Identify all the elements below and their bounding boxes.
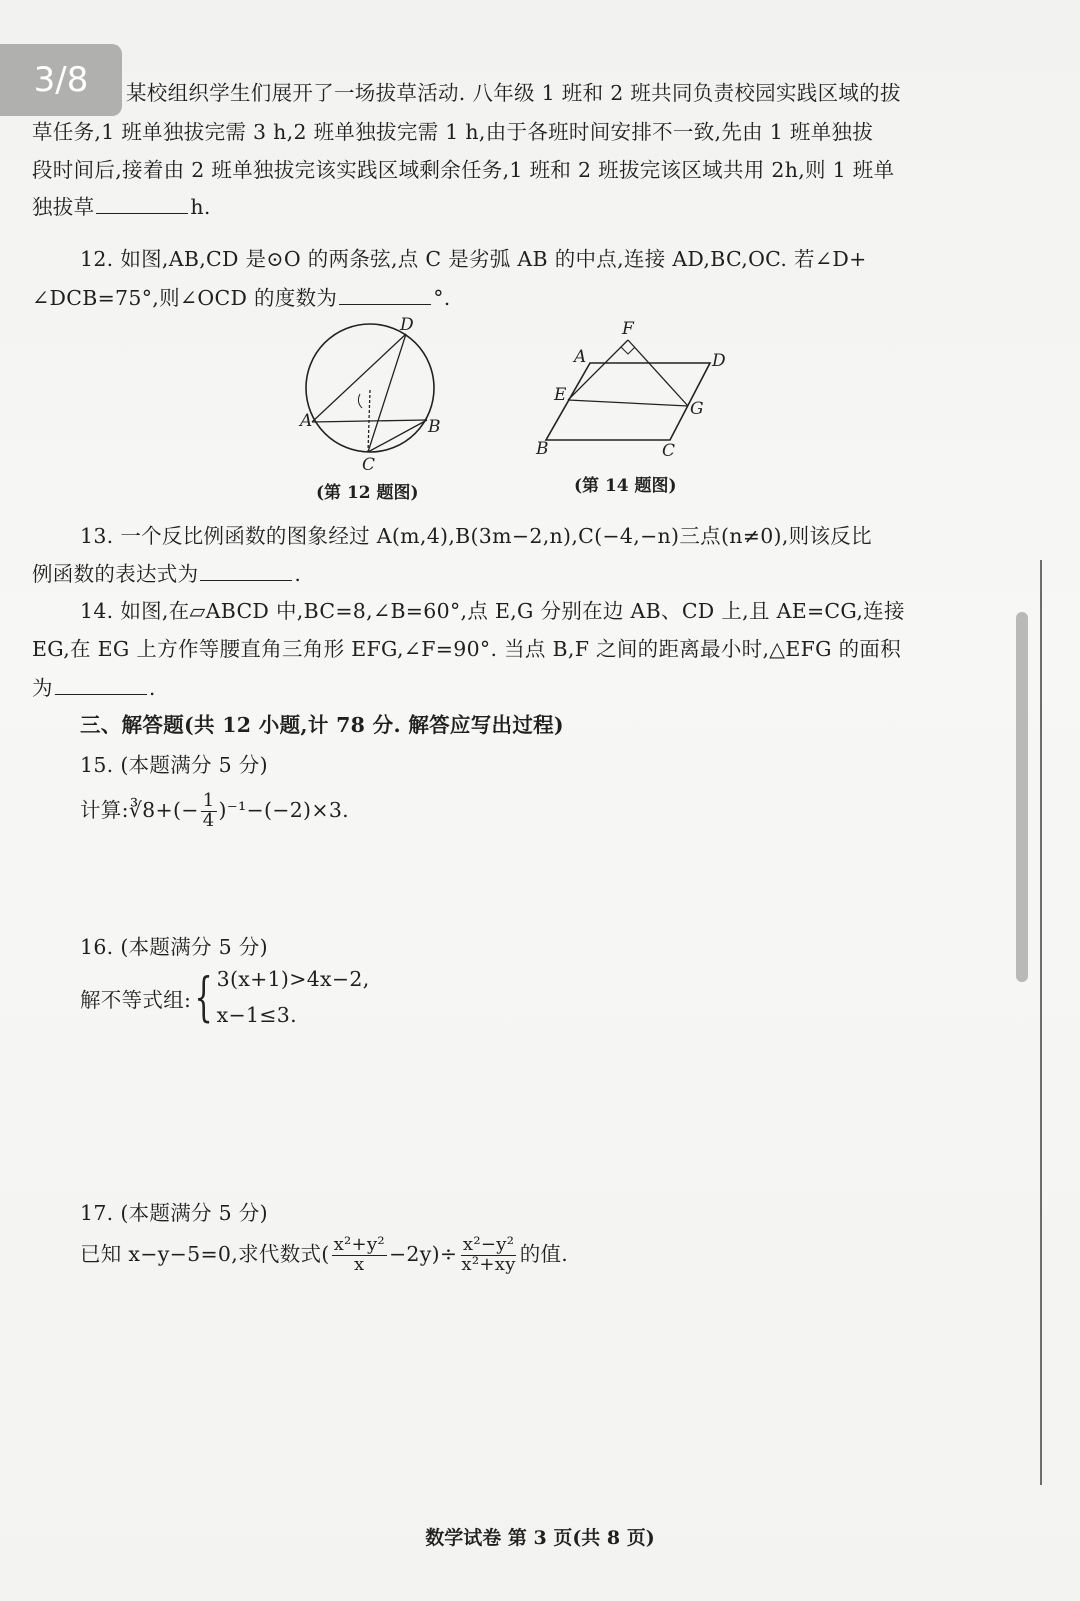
- page-footer: 数学试卷 第 3 页(共 8 页): [425, 1527, 655, 1549]
- q11-line4: [32, 190, 211, 220]
- scrollbar-thumb[interactable]: [1016, 612, 1028, 982]
- q15-expression: [80, 792, 349, 831]
- q12-line2-pre: ∠DCB=75°,则∠OCD 的度数为: [32, 286, 338, 310]
- page-indicator-badge: [0, 44, 122, 116]
- q17-post: 的值.: [519, 1241, 569, 1266]
- q13-line2-pre: 例函数的表达式为: [32, 562, 199, 586]
- q14-label-g: G: [690, 399, 704, 419]
- q17-fraction2: [459, 1236, 517, 1275]
- q14-label-a: A: [574, 347, 587, 367]
- q11-line1: 某校组织学生们展开了一场拔草活动. 八年级 1 班和 2 班共同负责校园实践区域的拔: [126, 81, 901, 105]
- q14-segment-eg: [568, 400, 688, 406]
- q13-line2: [32, 557, 301, 587]
- q14-line1: 14. 如图,在▱ABCD 中,BC=8,∠B=60°,点 E,G 分别在边 AB、CD 上,且 AE=CG,连接: [80, 599, 905, 623]
- q16-inequalities: [217, 962, 370, 1034]
- q17-mid: −2y)÷: [388, 1241, 458, 1266]
- q14-label-d: D: [712, 351, 726, 371]
- q16-brace: {: [194, 967, 214, 1028]
- q16-header: 16. (本题满分 5 分): [80, 935, 268, 959]
- paper-edge-line: [1040, 560, 1042, 1485]
- q12-figure-caption: (第 12 题图): [316, 483, 419, 503]
- q14-label-e: E: [554, 385, 567, 405]
- q14-label-f: F: [622, 319, 634, 339]
- section3-title: 三、解答题(共 12 小题,计 78 分. 解答应写出过程): [80, 713, 564, 737]
- q12-label-d: D: [400, 315, 414, 335]
- q12-angle-mark: [358, 394, 362, 408]
- q14-line2: EG,在 EG 上方作等腰直角三角形 EFG,∠F=90°. 当点 B,F 之间的距离最小时,△EFG 的面积: [32, 637, 902, 661]
- q16-ineq1: 3(x+1)>4x−2,: [216, 967, 370, 991]
- q14-figure-caption: (第 14 题图): [574, 476, 677, 496]
- q12-line2: [32, 281, 451, 311]
- q14-right-angle-mark: [621, 347, 635, 354]
- q12-label-b: B: [428, 417, 441, 437]
- q17-frac1-den: x: [354, 1253, 365, 1275]
- q13-answer-blank: [200, 579, 292, 581]
- q11-answer-blank: [96, 212, 188, 214]
- q17-frac2-den: x²+xy: [461, 1253, 516, 1275]
- q12-line2-post: °.: [433, 286, 451, 310]
- q16-pre: 解不等式组:: [80, 987, 192, 1012]
- q17-frac2-num: x²−y²: [462, 1234, 515, 1255]
- q14-parallelogram-figure: [530, 318, 740, 468]
- q14-line3-post: .: [148, 676, 156, 700]
- q11-line3: 段时间后,接着由 2 班单独拔完该实践区域剩余任务,1 班和 2 班拔完该区域共用 2h,则 1 班单: [32, 158, 895, 182]
- q17-pre: 已知 x−y−5=0,求代数式(: [80, 1241, 330, 1266]
- q15-post: )⁻¹−(−2)×3.: [218, 797, 349, 822]
- q11-line4-pre: 独拔草: [32, 195, 95, 219]
- q14-label-b: B: [536, 439, 549, 459]
- q12-circle: [306, 324, 434, 452]
- q15-frac-den: 4: [202, 809, 215, 831]
- q15-fraction: [201, 792, 217, 831]
- q15-pre: 计算:∛8+(−: [80, 797, 199, 822]
- q11-line2: 草任务,1 班单独拔完需 3 h,2 班单独拔完需 1 h,由于各班时间安排不一致,先由 1 班单独拔: [32, 120, 874, 144]
- q16-ineq2: x−1≤3.: [216, 1002, 297, 1027]
- q12-answer-blank: [339, 303, 431, 305]
- q11-line4-post: h.: [190, 195, 211, 219]
- q12-label-c: C: [362, 455, 376, 472]
- q13-line2-post: .: [294, 562, 302, 586]
- q17-header: 17. (本题满分 5 分): [80, 1201, 268, 1225]
- q14-parallelogram-abcd: [546, 363, 710, 440]
- q17-fraction1: [332, 1236, 387, 1275]
- q14-label-c: C: [662, 441, 676, 461]
- q14-segment-fg: [628, 340, 688, 406]
- q12-line1: 12. 如图,AB,CD 是⊙O 的两条弦,点 C 是劣弧 AB 的中点,连接 AD,BC,OC. 若∠D+: [80, 247, 867, 271]
- q15-frac-num: 1: [202, 790, 215, 811]
- q14-line3-pre: 为: [32, 676, 53, 700]
- page-indicator-text: 3/8: [33, 60, 89, 100]
- q13-line1: 13. 一个反比例函数的图象经过 A(m,4),B(3m−2,n),C(−4,−n)三点(n≠0),则该反比: [80, 524, 872, 548]
- q14-line3: [32, 671, 156, 701]
- q16-system: [80, 962, 370, 1034]
- q12-circle-figure: [290, 312, 460, 472]
- q15-header: 15. (本题满分 5 分): [80, 753, 268, 777]
- q14-answer-blank: [55, 693, 147, 695]
- q17-expression: [80, 1236, 568, 1275]
- q12-label-a: A: [300, 411, 313, 431]
- q17-frac1-num: x²+y²: [333, 1234, 385, 1255]
